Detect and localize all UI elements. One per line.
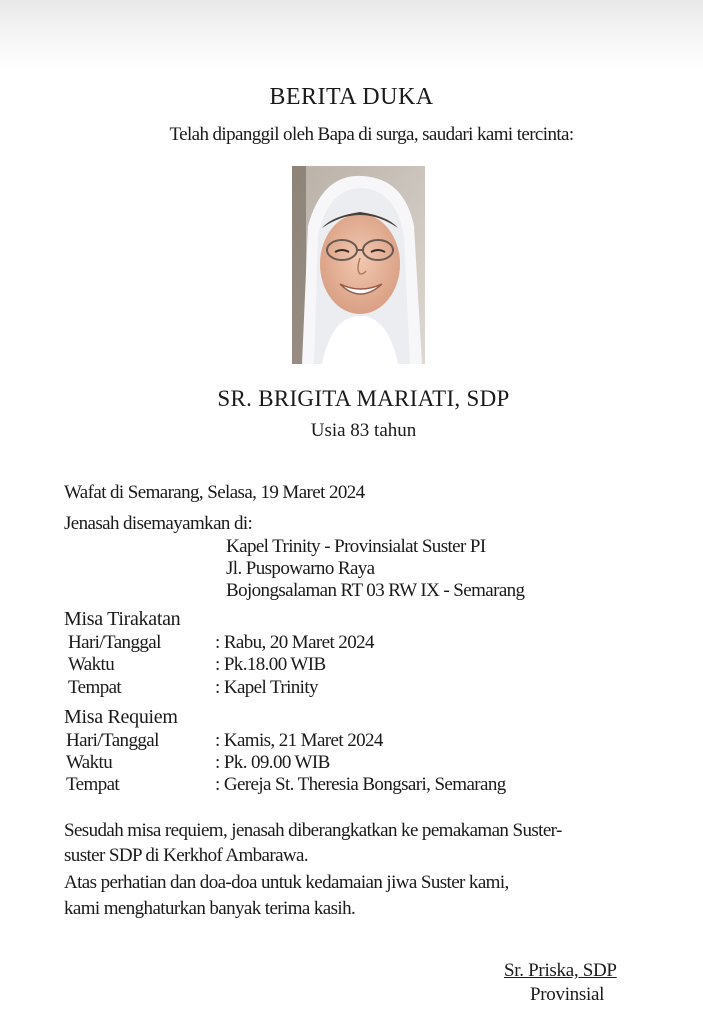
schedule-value: : Gereja St. Theresia Bongsari, Semarang <box>215 774 506 795</box>
address-line: Jl. Puspowarno Raya <box>226 558 375 579</box>
schedule-label: Waktu <box>68 654 115 675</box>
signatory-title: Provinsial <box>530 984 605 1005</box>
closing-line: suster SDP di Kerkhof Ambarawa. <box>64 845 309 866</box>
schedule-label: Hari/Tanggal <box>68 632 161 653</box>
schedule-label: Waktu <box>66 752 113 773</box>
misa-tirakatan-heading: Misa Tirakatan <box>64 608 181 630</box>
address-line: Bojongsalaman RT 03 RW IX - Semarang <box>226 580 525 601</box>
deceased-name: SR. BRIGITA MARIATI, SDP <box>217 386 510 411</box>
death-details: Wafat di Semarang, Selasa, 19 Maret 2024 <box>64 482 365 503</box>
page-title: BERITA DUKA <box>269 84 434 110</box>
schedule-label: Tempat <box>66 774 120 795</box>
address-line: Kapel Trinity - Provinsialat Suster PI <box>226 536 486 557</box>
schedule-value: : Kapel Trinity <box>215 677 318 698</box>
portrait-photo <box>292 166 425 364</box>
schedule-value: : Pk. 09.00 WIB <box>215 752 330 773</box>
schedule-label: Hari/Tanggal <box>66 730 159 751</box>
closing-line: Atas perhatian dan doa-doa untuk kedamaian jiwa Suster kami, <box>64 872 509 893</box>
closing-line: kami menghaturkan banyak terima kasih. <box>64 898 356 919</box>
announcement-intro: Telah dipanggil oleh Bapa di surga, saudari kami tercinta: <box>169 124 574 145</box>
deceased-age: Usia 83 tahun <box>310 420 417 441</box>
schedule-value: : Kamis, 21 Maret 2024 <box>215 730 383 751</box>
schedule-label: Tempat <box>68 677 122 698</box>
schedule-value: : Rabu, 20 Maret 2024 <box>215 632 374 653</box>
closing-line: Sesudah misa requiem, jenasah diberangkatkan ke pemakaman Suster- <box>64 820 562 841</box>
schedule-value: : Pk.18.00 WIB <box>215 654 326 675</box>
signatory-name: Sr. Priska, SDP <box>504 960 617 981</box>
lying-in-state-heading: Jenasah disemayamkan di: <box>64 513 253 534</box>
misa-requiem-heading: Misa Requiem <box>64 706 178 728</box>
